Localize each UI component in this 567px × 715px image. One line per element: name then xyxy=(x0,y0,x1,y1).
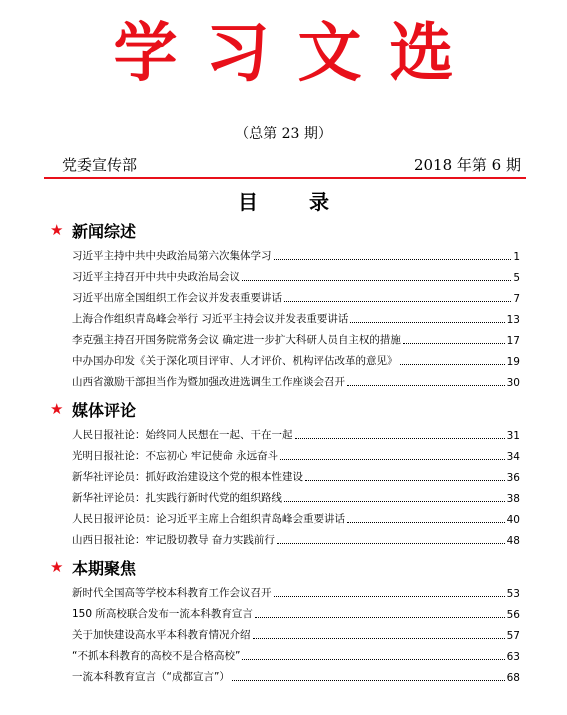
entry-page-number: 30 xyxy=(506,377,520,389)
header-divider xyxy=(44,177,526,179)
entry-title: 李克强主持召开国务院常务会议 确定进一步扩大科研人员自主权的措施 xyxy=(72,334,401,346)
department-name: 党委宣传部 xyxy=(62,156,138,174)
entry-title: 光明日报社论：不忘初心 牢记使命 永远奋斗 xyxy=(72,450,279,462)
entry-page-number: 68 xyxy=(506,672,520,684)
entry-title: 新时代全国高等学校本科教育工作会议召开 xyxy=(72,587,272,599)
toc-heading: 目 录 xyxy=(238,190,351,214)
dot-leader xyxy=(400,364,505,365)
entry-page-number: 34 xyxy=(506,451,520,463)
toc-entry[interactable] xyxy=(72,663,520,684)
entry-page-number: 19 xyxy=(506,356,520,368)
table-of-contents xyxy=(50,218,520,692)
entry-page-number: 38 xyxy=(506,493,520,505)
section-title: 媒体评论 xyxy=(72,400,137,420)
toc-section xyxy=(50,218,520,389)
entry-title: 新华社评论员：抓好政治建设这个党的根本性建设 xyxy=(72,471,303,483)
entry-title: 习近平出席全国组织工作会议并发表重要讲话 xyxy=(72,292,282,304)
dot-leader xyxy=(242,659,504,660)
toc-section xyxy=(50,555,520,684)
dot-leader xyxy=(403,343,505,344)
dot-leader xyxy=(284,301,511,302)
toc-entry[interactable] xyxy=(72,326,520,347)
entry-title: 上海合作组织青岛峰会举行 习近平主持会议并发表重要讲话 xyxy=(72,313,349,325)
toc-entry[interactable] xyxy=(72,600,520,621)
entry-page-number: 40 xyxy=(506,514,520,526)
entry-title: 中办国办印发《关于深化项目评审、人才评价、机构评估改革的意见》 xyxy=(72,355,398,367)
issue-number: 2018 年第 6 期 xyxy=(413,156,521,174)
section-title: 本期聚焦 xyxy=(72,558,137,578)
toc-entry[interactable] xyxy=(72,621,520,642)
entry-title: 习近平主持中共中央政治局第六次集体学习 xyxy=(72,250,272,262)
star-icon: ★ xyxy=(50,221,64,239)
entry-page-number: 1 xyxy=(513,251,520,263)
entry-page-number: 57 xyxy=(506,630,520,642)
entry-title: 关于加快建设高水平本科教育情况介绍 xyxy=(72,629,251,641)
toc-entry[interactable] xyxy=(72,526,520,547)
section-header xyxy=(50,218,520,242)
entry-page-number: 36 xyxy=(506,472,520,484)
dot-leader xyxy=(255,617,505,618)
toc-entry[interactable] xyxy=(72,368,520,389)
entry-title: 山西省激励干部担当作为暨加强改进选调生工作座谈会召开 xyxy=(72,376,345,388)
toc-entry[interactable] xyxy=(72,421,520,442)
entry-page-number: 53 xyxy=(506,588,520,600)
entry-page-number: 13 xyxy=(506,314,520,326)
dot-leader xyxy=(274,259,512,260)
section-header xyxy=(50,555,520,579)
publication-title: 学习文选 xyxy=(113,16,482,91)
toc-section xyxy=(50,397,520,547)
star-icon: ★ xyxy=(50,558,64,576)
toc-entry[interactable] xyxy=(72,442,520,463)
toc-entry[interactable] xyxy=(72,579,520,600)
entry-page-number: 31 xyxy=(506,430,520,442)
dot-leader xyxy=(347,385,505,386)
toc-entry[interactable] xyxy=(72,263,520,284)
toc-entry[interactable] xyxy=(72,242,520,263)
section-title: 新闻综述 xyxy=(72,221,137,241)
entry-page-number: 5 xyxy=(513,272,520,284)
toc-entry[interactable] xyxy=(72,284,520,305)
entry-page-number: 56 xyxy=(506,609,520,621)
toc-entry[interactable] xyxy=(72,347,520,368)
dot-leader xyxy=(284,501,505,502)
toc-entry[interactable] xyxy=(72,305,520,326)
entry-title: 人民日报评论员：论习近平主席上合组织青岛峰会重要讲话 xyxy=(72,513,345,525)
entry-title: “不抓本科教育的高校不是合格高校” xyxy=(72,650,241,662)
entry-page-number: 7 xyxy=(513,293,520,305)
entry-title: 新华社评论员：扎实践行新时代党的组织路线 xyxy=(72,492,282,504)
entry-title: 一流本科教育宣言（“成都宣言”） xyxy=(72,671,230,683)
entry-title: 习近平主持召开中共中央政治局会议 xyxy=(72,271,240,283)
entry-page-number: 17 xyxy=(506,335,520,347)
toc-entry[interactable] xyxy=(72,642,520,663)
dot-leader xyxy=(295,438,505,439)
section-header xyxy=(50,397,520,421)
toc-entry[interactable] xyxy=(72,484,520,505)
dot-leader xyxy=(232,680,505,681)
dot-leader xyxy=(347,522,505,523)
total-issue-number: （总第 23 期） xyxy=(235,126,332,142)
entry-title: 150 所高校联合发布一流本科教育宣言 xyxy=(72,608,253,620)
dot-leader xyxy=(305,480,505,481)
dot-leader xyxy=(280,459,504,460)
dot-leader xyxy=(277,543,505,544)
dot-leader xyxy=(350,322,504,323)
star-icon: ★ xyxy=(50,400,64,418)
dot-leader xyxy=(253,638,505,639)
dot-leader xyxy=(242,280,511,281)
entry-page-number: 48 xyxy=(506,535,520,547)
entry-page-number: 63 xyxy=(506,651,520,663)
toc-entry[interactable] xyxy=(72,463,520,484)
entry-title: 人民日报社论：始终同人民想在一起、干在一起 xyxy=(72,429,293,441)
entry-title: 山西日报社论：牢记殷切教导 奋力实践前行 xyxy=(72,534,275,546)
toc-entry[interactable] xyxy=(72,505,520,526)
dot-leader xyxy=(274,596,505,597)
